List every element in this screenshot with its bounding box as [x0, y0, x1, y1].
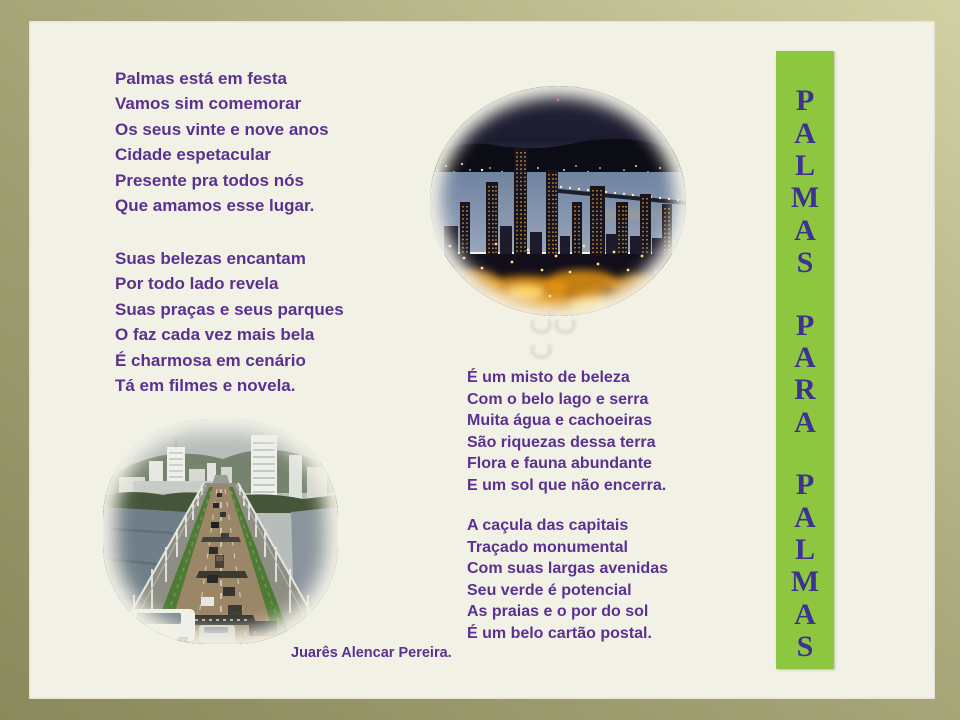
bridge-avenue-image: [103, 419, 338, 644]
poem-line: Que amamos esse lugar.: [115, 196, 315, 216]
banner-letter: A: [794, 597, 816, 631]
poem-line: É um belo cartão postal.: [467, 624, 652, 642]
banner-letter: S: [796, 246, 814, 280]
banner-letter: M: [790, 181, 820, 215]
photo-watermark-smudge: [529, 313, 599, 335]
banner-letter: L: [794, 532, 815, 566]
banner-letter: A: [794, 116, 816, 150]
banner-word-palmas-1: [791, 85, 819, 279]
poem-stanza-2: [115, 246, 344, 398]
poem-line: Suas belezas encantam: [115, 249, 306, 268]
vertical-title-banner: [776, 51, 834, 669]
banner-letter: A: [794, 405, 816, 439]
poem-line: Cidade espetacular: [115, 145, 271, 165]
poem-line: São riquezas dessa terra: [467, 433, 656, 451]
banner-letter: A: [794, 340, 816, 374]
poem-line: Vamos sim comemorar: [115, 94, 302, 114]
banner-word-palmas-2: [791, 469, 819, 663]
poem-stanza-4: [467, 515, 668, 645]
poem-line: Traçado monumental: [467, 538, 628, 556]
night-cityscape-image: [430, 86, 686, 316]
poem-line: Palmas está em festa: [115, 69, 287, 88]
banner-letter: A: [794, 500, 816, 534]
banner-letter: P: [795, 468, 815, 502]
poem-line: Presente pra todos nós: [115, 170, 304, 190]
poem-line: Por todo lado revela: [115, 274, 279, 294]
banner-letter: L: [794, 148, 815, 182]
poem-line: É um misto de beleza: [467, 369, 630, 386]
poem-line: Os seus vinte e nove anos: [115, 119, 329, 139]
poem-line: Suas praças e seus parques: [115, 299, 344, 319]
poem-line: É charmosa em cenário: [115, 350, 306, 370]
poem-line: Tá em filmes e novela.: [115, 376, 296, 396]
poem-stanza-1: [115, 66, 329, 218]
poem-stanza-3: [467, 367, 666, 497]
poem-line: O faz cada vez mais bela: [115, 325, 315, 345]
author-attribution: Juarês Alencar Pereira.: [291, 645, 452, 661]
poem-line: A caçula das capitais: [467, 517, 629, 534]
poem-line: Flora e fauna abundante: [467, 455, 652, 473]
bridge-avenue-photo: [103, 419, 338, 644]
poem-line: Seu verde é potencial: [467, 581, 632, 599]
banner-letter: P: [795, 308, 815, 342]
poem-line: Com suas largas avenidas: [467, 560, 668, 578]
poem-line: Muita água e cachoeiras: [467, 412, 652, 430]
banner-letter: M: [790, 565, 820, 599]
banner-word-para: [794, 309, 816, 439]
banner-letter: R: [794, 373, 816, 407]
slide-content: [29, 21, 935, 699]
banner-letter: S: [796, 630, 814, 664]
poem-line: Com o belo lago e serra: [467, 390, 649, 408]
night-cityscape-photo: [430, 86, 686, 316]
poem-line: E um sol que não encerra.: [467, 476, 667, 494]
banner-letter: P: [795, 84, 815, 118]
poem-line: As praias e o por do sol: [467, 603, 649, 621]
banner-letter: A: [794, 213, 816, 247]
